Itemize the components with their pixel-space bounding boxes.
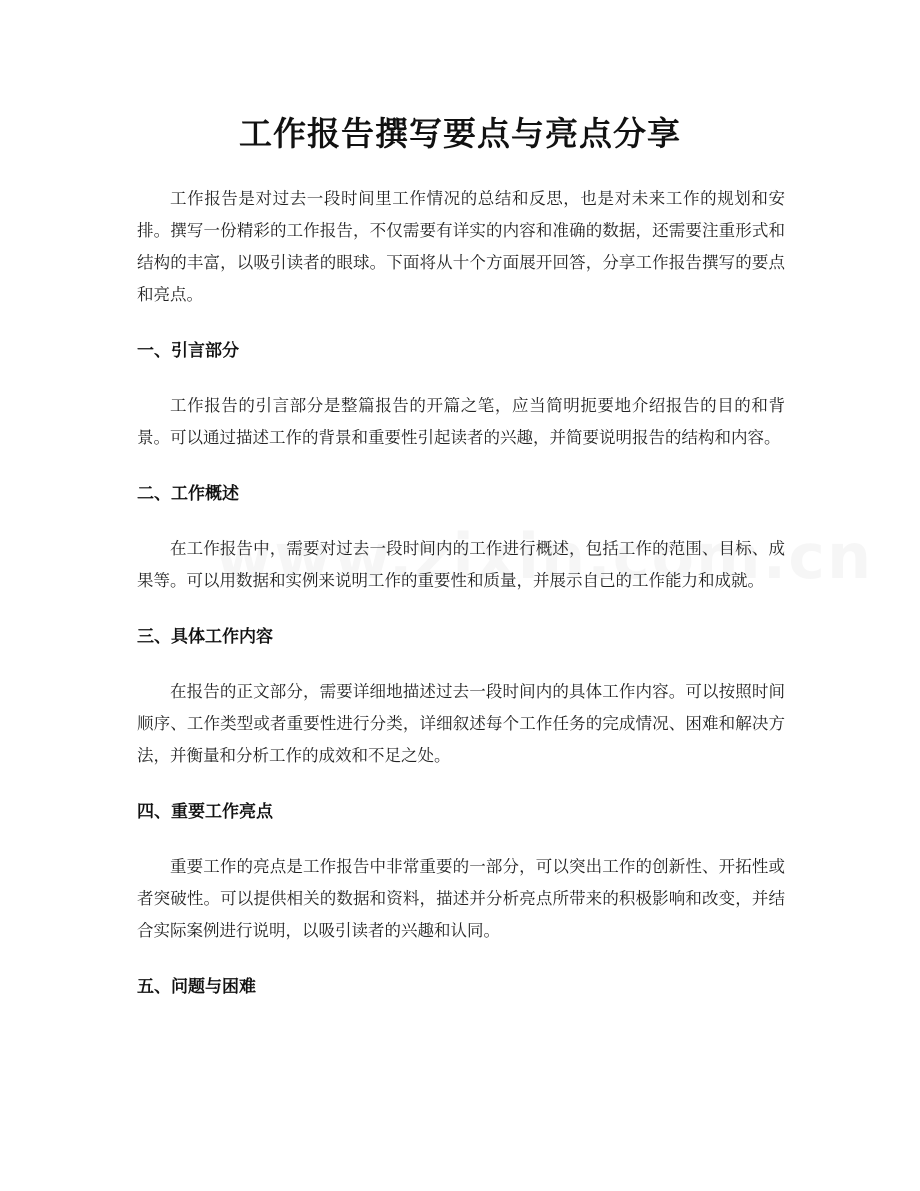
document-title: 工作报告撰写要点与亮点分享 (239, 114, 681, 153)
section-heading-5: 五、问题与困难 (137, 977, 256, 997)
section-heading-1: 一、引言部分 (137, 341, 239, 361)
section-heading-3: 三、具体工作内容 (137, 627, 273, 647)
section-body-2: 在工作报告中，需要对过去一段时间内的工作进行概述，包括工作的范围、目标、成果等。可以用数据和实例来说明工作的重要性和质量，并展示自己的工作能力和成就。 (137, 539, 785, 590)
section-heading-2: 二、工作概述 (137, 484, 239, 504)
section-body-1: 工作报告的引言部分是整篇报告的开篇之笔，应当简明扼要地介绍报告的目的和背景。可以通过描述工作的背景和重要性引起读者的兴趣，并简要说明报告的结构和内容。 (137, 396, 785, 447)
section-body-4: 重要工作的亮点是工作报告中非常重要的一部分，可以突出工作的创新性、开拓性或者突破性。可以提供相关的数据和资料，描述并分析亮点所带来的积极影响和改变，并结合实际案例进行说明，以吸引读者的兴趣和认同。 (137, 857, 785, 940)
intro-paragraph: 工作报告是对过去一段时间里工作情况的总结和反思，也是对未来工作的规划和安排。撰写一份精彩的工作报告，不仅需要有详实的内容和准确的数据，还需要注重形式和结构的丰富，以吸引读者的眼球。下面将从十个方面展开回答，分享工作报告撰写的要点和亮点。 (137, 189, 785, 304)
document-body (137, 183, 785, 1001)
section-body-3: 在报告的正文部分，需要详细地描述过去一段时间内的具体工作内容。可以按照时间顺序、工作类型或者重要性进行分类，详细叙述每个工作任务的完成情况、困难和解决方法，并衡量和分析工作的成效和不足之处。 (137, 682, 785, 765)
section-heading-4: 四、重要工作亮点 (137, 802, 273, 822)
